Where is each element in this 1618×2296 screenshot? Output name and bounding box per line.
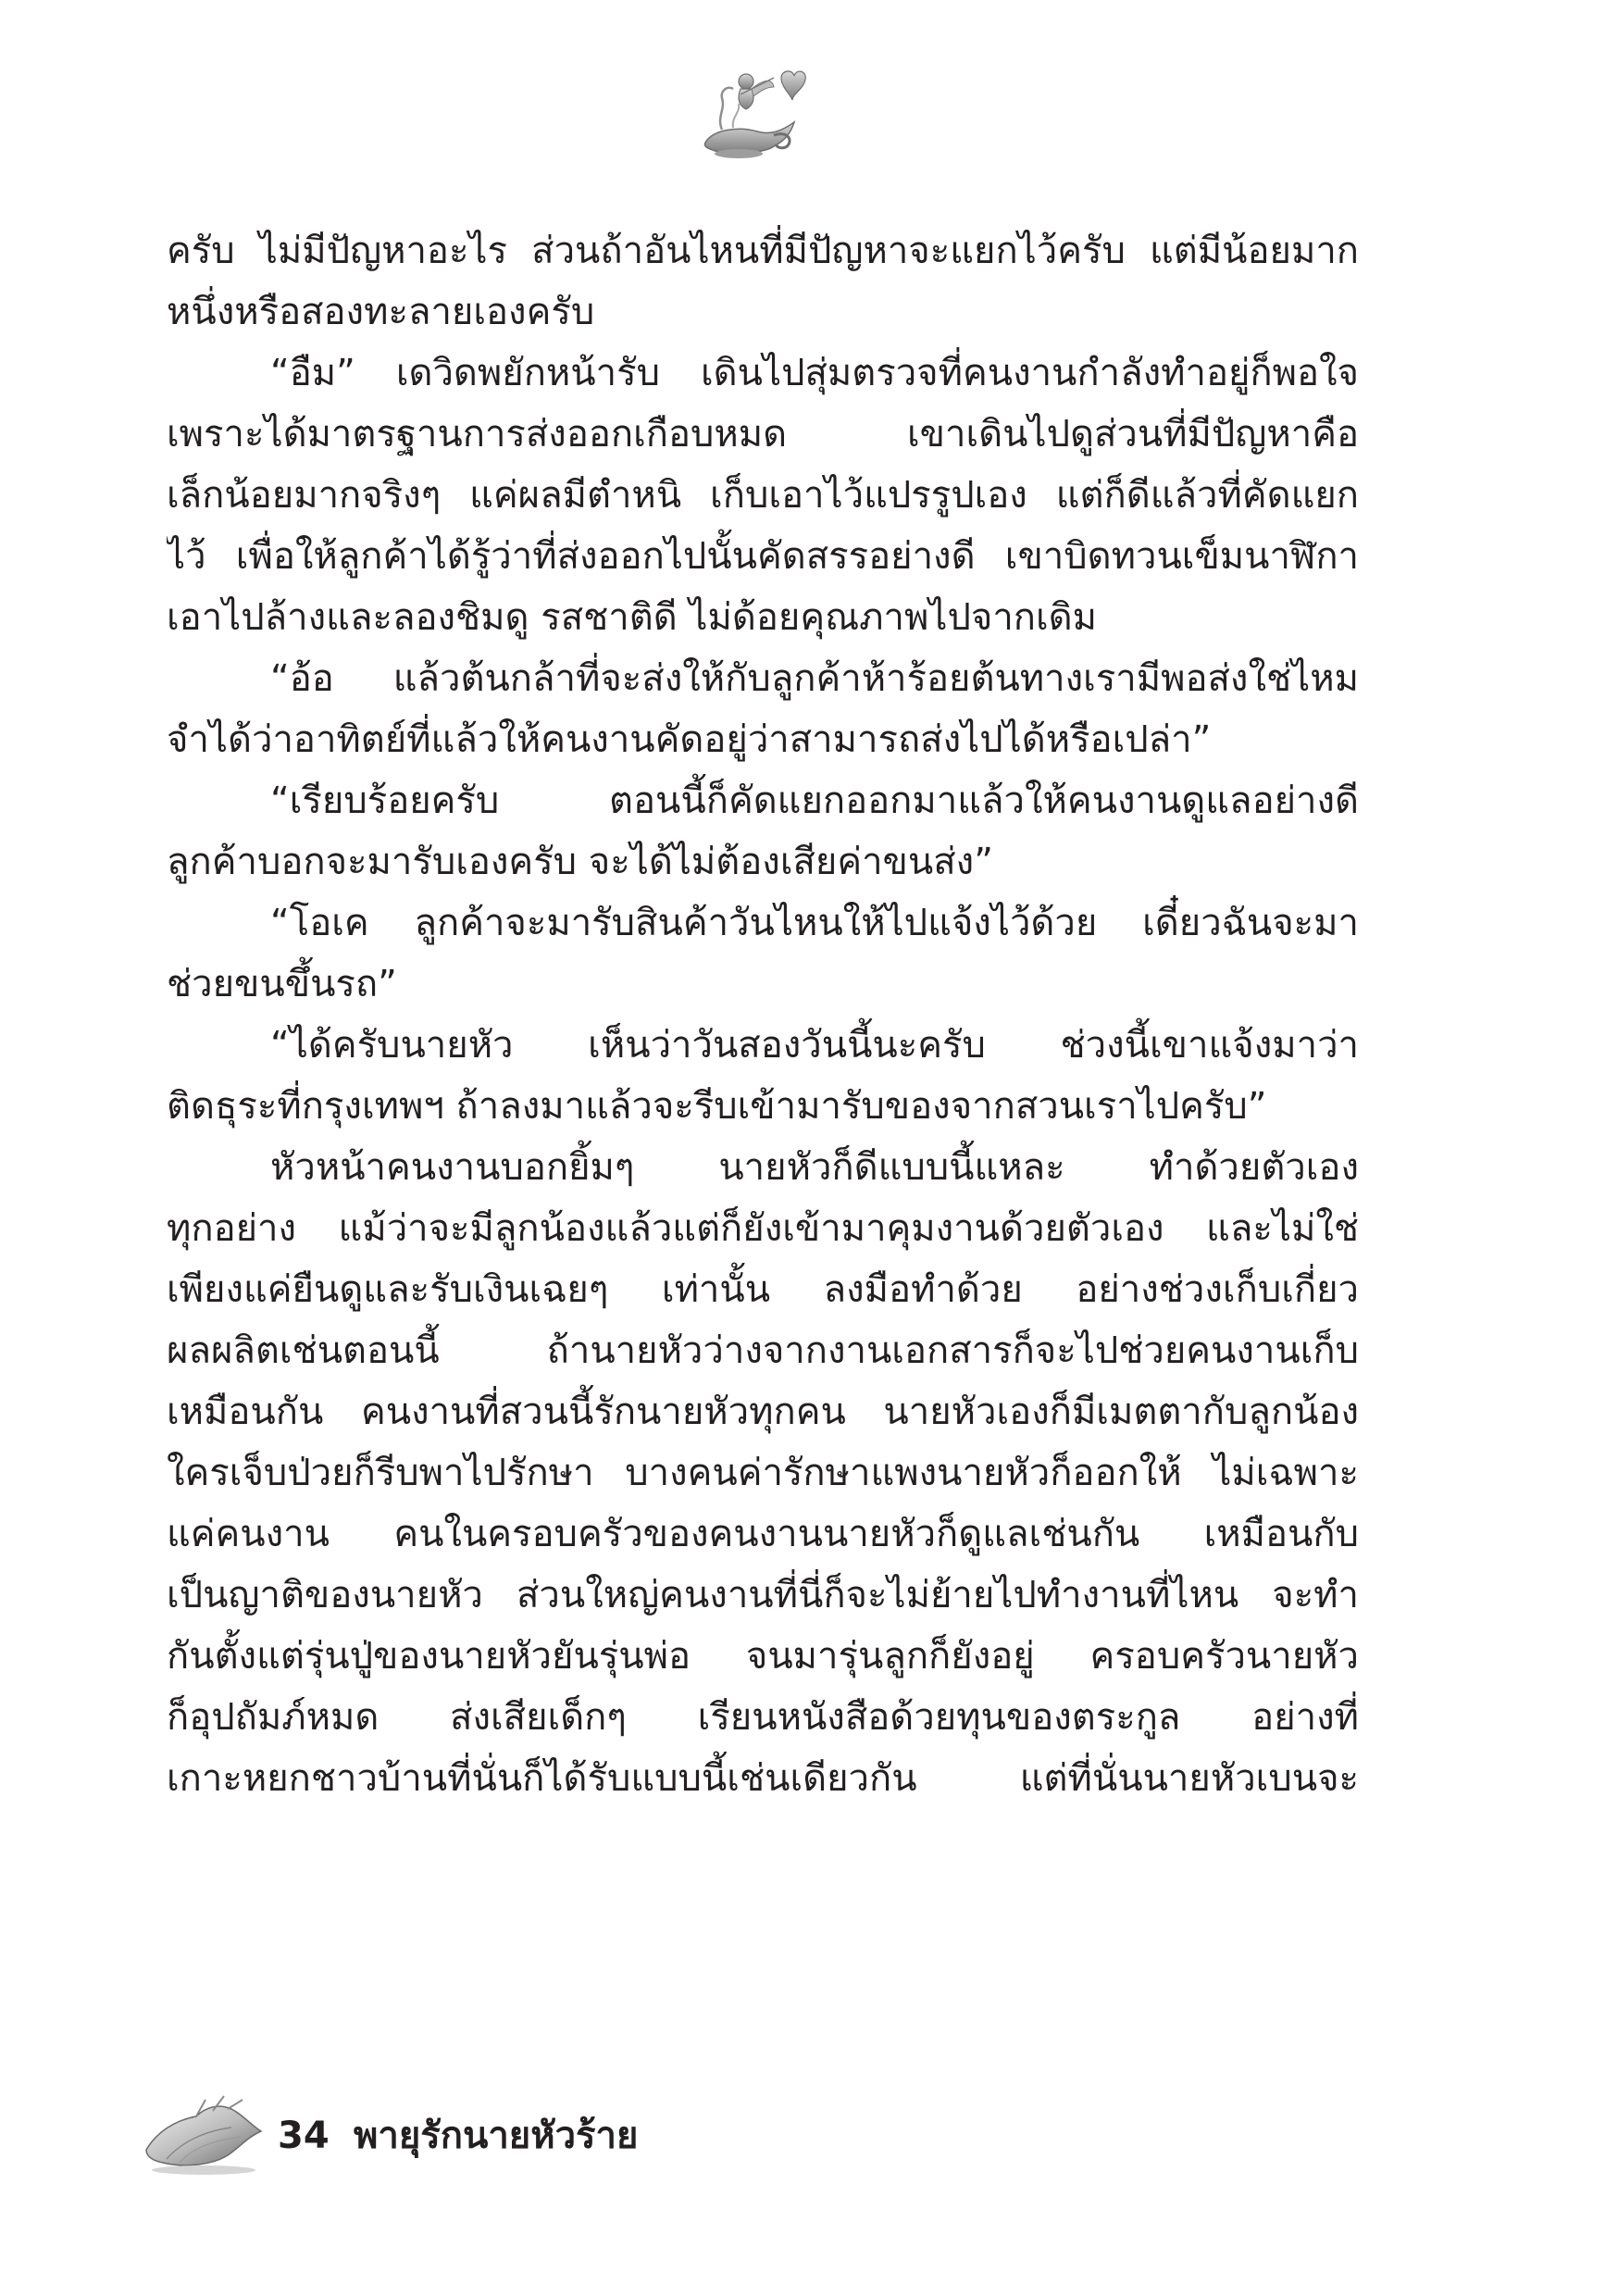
page-footer <box>139 2094 787 2177</box>
text-line: หนึ่งหรือสองทะลายเองครับ <box>167 291 595 333</box>
text-line: จำได้ว่าอาทิตย์ที่แล้วให้คนงานคัดอยู่ว่าสามารถส่งไปได้หรือเปล่า” <box>167 718 1212 761</box>
text-line: เพียงแค่ยืนดูและรับเงินเฉยๆ เท่านั้น ลงมือทำด้วย อย่างช่วงเก็บเกี่ยว <box>167 1268 1359 1311</box>
text-line: ก็อุปถัมภ์หมด ส่งเสียเด็กๆ เรียนหนังสือด้วยทุนของตระกูล อย่างที่ <box>167 1696 1359 1739</box>
page-number: 34 <box>278 2115 330 2157</box>
text-line: หัวหน้าคนงานบอกยิ้มๆ นายหัวก็ดีแบบนี้แหละ ทำด้วยตัวเอง <box>270 1146 1359 1189</box>
seashell-icon <box>139 2094 268 2177</box>
text-line: เกาะหยกชาวบ้านที่นั่นก็ได้รับแบบนี้เช่นเดียวกัน แต่ที่นั่นนายหัวเบนจะ <box>167 1757 1359 1800</box>
text-line: ไว้ เพื่อให้ลูกค้าได้รู้ว่าที่ส่งออกไปนั้นคัดสรรอย่างดี เขาบิดทวนเข็มนาฬิกา <box>167 535 1359 578</box>
text-line: ใครเจ็บป่วยก็รีบพาไปรักษา บางคนค่ารักษาแพงนายหัวก็ออกให้ ไม่เฉพาะ <box>167 1452 1359 1494</box>
text-line: ครับ ไม่มีปัญหาอะไร ส่วนถ้าอันไหนที่มีปัญหาจะแยกไว้ครับ แต่มีน้อยมาก <box>167 230 1359 272</box>
cupid-teapot-ornament-icon <box>685 57 815 168</box>
text-line: ผลผลิตเช่นตอนนี้ ถ้านายหัวว่างจากงานเอกสารก็จะไปช่วยคนงานเก็บ <box>167 1329 1359 1372</box>
text-line: เป็นญาติของนายหัว ส่วนใหญ่คนงานที่นี่ก็จะไม่ย้ายไปทำงานที่ไหน จะทำ <box>167 1574 1359 1616</box>
book-title: พายุรักนายหัวร้าย <box>354 2115 639 2157</box>
text-line: ทุกอย่าง แม้ว่าจะมีลูกน้องแล้วแต่ก็ยังเข้ามาคุมงานด้วยตัวเอง และไม่ใช่ <box>167 1207 1359 1250</box>
body-text <box>167 220 1359 1809</box>
text-line: เหมือนกัน คนงานที่สวนนี้รักนายหัวทุกคน นายหัวเองก็มีเมตตากับลูกน้อง <box>167 1391 1359 1433</box>
text-line: กันตั้งแต่รุ่นปู่ของนายหัวยันรุ่นพ่อ จนมารุ่นลูกก็ยังอยู่ ครอบครัวนายหัว <box>167 1635 1359 1678</box>
text-line: ช่วยขนขึ้นรถ” <box>167 963 397 1005</box>
text-line: เล็กน้อยมากจริงๆ แค่ผลมีตำหนิ เก็บเอาไว้แปรรูปเอง แต่ก็ดีแล้วที่คัดแยก <box>167 474 1359 517</box>
text-line: “โอเค ลูกค้าจะมารับสินค้าวันไหนให้ไปแจ้งไว้ด้วย เดี๋ยวฉันจะมา <box>270 902 1359 944</box>
text-line: เอาไปล้างและลองชิมดู รสชาติดี ไม่ด้อยคุณภาพไปจากเดิม <box>167 596 1098 639</box>
text-line: “ได้ครับนายหัว เห็นว่าวันสองวันนี้นะครับ ช่วงนี้เขาแจ้งมาว่า <box>270 1024 1359 1067</box>
text-line: “อืม” เดวิดพยักหน้ารับ เดินไปสุ่มตรวจที่คนงานกำลังทำอยู่ก็พอใจ <box>270 352 1359 394</box>
text-line: เพราะได้มาตรฐานการส่งออกเกือบหมด เขาเดินไปดูส่วนที่มีปัญหาคือ <box>167 413 1359 455</box>
text-line: ติดธุระที่กรุงเทพฯ ถ้าลงมาแล้วจะรีบเข้ามารับของจากสวนเราไปครับ” <box>167 1085 1267 1128</box>
text-line: ลูกค้าบอกจะมารับเองครับ จะได้ไม่ต้องเสียค่าขนส่ง” <box>167 841 993 883</box>
text-line: “อ้อ แล้วต้นกล้าที่จะส่งให้กับลูกค้าห้าร้อยต้นทางเรามีพอส่งใช่ไหม <box>270 657 1359 700</box>
text-line: แค่คนงาน คนในครอบครัวของคนงานนายหัวก็ดูแลเช่นกัน เหมือนกับ <box>167 1513 1359 1555</box>
text-line: “เรียบร้อยครับ ตอนนี้ก็คัดแยกออกมาแล้วให้คนงานดูแลอย่างดี <box>270 780 1359 822</box>
